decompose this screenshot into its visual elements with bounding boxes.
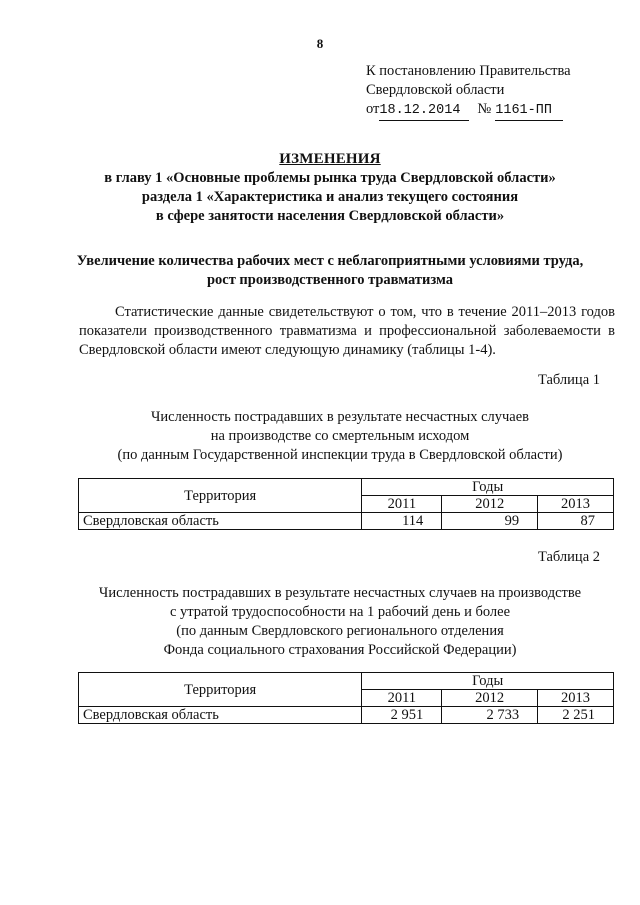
table2-year-2011: 2011 bbox=[362, 690, 442, 707]
approval-number-sign: № bbox=[477, 101, 492, 117]
table1-year-2011: 2011 bbox=[362, 496, 442, 513]
table2-year-2013: 2013 bbox=[538, 690, 614, 707]
approval-block bbox=[366, 62, 616, 121]
approval-line-2: Свердловской области bbox=[366, 82, 505, 98]
heading-line-2: раздела 1 «Характеристика и анализ текущего состояния bbox=[141, 189, 519, 205]
table1-caption-line-2: на производстве со смертельным исходом bbox=[210, 428, 470, 444]
approval-reference bbox=[366, 100, 616, 121]
table2-caption-line-1: Численность пострадавших в результате несчастных случаев на производстве bbox=[98, 585, 582, 601]
page-number: 8 bbox=[316, 36, 324, 51]
document-heading bbox=[60, 150, 600, 226]
table-row bbox=[79, 707, 614, 724]
subheading-line-2: рост производственного травматизма bbox=[206, 272, 454, 288]
table1 bbox=[78, 478, 614, 530]
table2-caption bbox=[60, 584, 620, 660]
table2 bbox=[78, 672, 614, 724]
table2-region-cell: Свердловская область bbox=[79, 707, 362, 724]
approval-line-1: К постановлению Правительства bbox=[366, 63, 571, 79]
table2-header-row bbox=[79, 673, 614, 690]
table1-caption bbox=[60, 408, 620, 465]
table2-value-2011: 2 951 bbox=[362, 707, 442, 724]
table1-region-cell: Свердловская область bbox=[79, 513, 362, 530]
table2-label: Таблица 2 bbox=[537, 549, 600, 565]
table1-year-2013: 2013 bbox=[538, 496, 614, 513]
approval-date: 18.12.2014 bbox=[379, 101, 469, 121]
body-paragraph: Статистические данные свидетельствуют о том, что в течение 2011–2013 годов показатели производственного травматизма и профессиональной заболеваемости в Свердловской области имеют следующую динамику (таблицы 1-4). bbox=[79, 304, 615, 358]
table2-value-2013: 2 251 bbox=[538, 707, 614, 724]
approval-number: 1161-ПП bbox=[495, 101, 563, 121]
table2-value-2012: 2 733 bbox=[442, 707, 538, 724]
section-subheading bbox=[60, 252, 600, 290]
subheading-line-1: Увеличение количества рабочих мест с неблагоприятными условиями труда, bbox=[76, 253, 584, 269]
table1-header-row bbox=[79, 479, 614, 496]
table1-value-2011: 114 bbox=[362, 513, 442, 530]
heading-line-3: в сфере занятости населения Свердловской области» bbox=[155, 208, 505, 224]
table2-years-header: Годы bbox=[362, 673, 614, 690]
table1-year-2012: 2012 bbox=[442, 496, 538, 513]
table2-caption-line-3: (по данным Свердловского регионального отделения bbox=[176, 623, 504, 639]
table1-caption-line-3: (по данным Государственной инспекции труда в Свердловской области) bbox=[117, 447, 563, 463]
table1-years-header: Годы bbox=[362, 479, 614, 496]
approval-from-prefix: от bbox=[366, 101, 380, 117]
heading-line-1: в главу 1 «Основные проблемы рынка труда Свердловской области» bbox=[104, 170, 556, 186]
table2-caption-line-4: Фонда социального страхования Российской Федерации) bbox=[163, 642, 517, 658]
table2-territory-header: Территория bbox=[79, 673, 362, 707]
table2-caption-line-2: с утратой трудоспособности на 1 рабочий день и более bbox=[169, 604, 511, 620]
table1-label: Таблица 1 bbox=[537, 372, 600, 388]
table1-value-2012: 99 bbox=[442, 513, 538, 530]
table1-caption-line-1: Численность пострадавших в результате несчастных случаев bbox=[150, 409, 530, 425]
table2-year-2012: 2012 bbox=[442, 690, 538, 707]
table1-territory-header: Территория bbox=[79, 479, 362, 513]
table1-value-2013: 87 bbox=[538, 513, 614, 530]
heading-title: ИЗМЕНЕНИЯ bbox=[279, 151, 381, 167]
table-row bbox=[79, 513, 614, 530]
